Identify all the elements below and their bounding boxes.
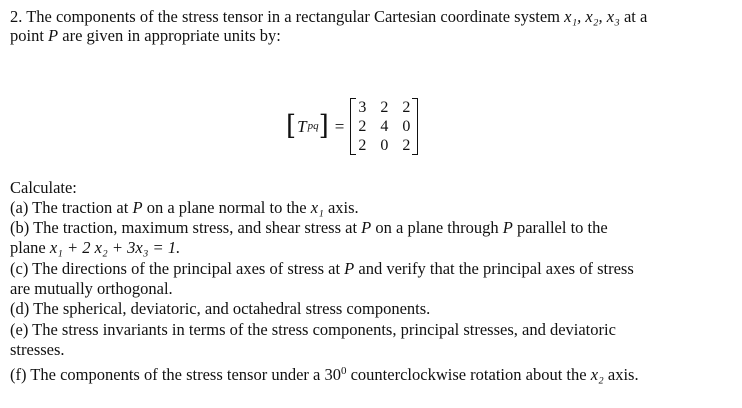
part-e-line-2: stresses. [10,340,65,359]
part-c-line-2: are mutually orthogonal. [10,279,173,298]
right-bracket: ] [318,109,329,142]
intro-text-end: at a [619,7,648,26]
part-a-text-end: axis. [323,198,359,217]
tensor-letter: T [297,116,307,136]
part-a-text: (a) The traction at [10,198,133,217]
degree-superscript: 0 [340,365,347,377]
point-variable: P [48,26,59,45]
part-c-text-end: and verify that the principal axes of stress [354,259,634,278]
matrix-cell: 3 [358,98,367,116]
part-a-text-mid: on a plane normal to the [142,198,311,217]
matrix-cell: 2 [358,117,367,135]
point-variable: P [344,259,355,278]
point-variable: P [132,198,143,217]
coordinate-variables: x₁, x₂, x₃ [564,7,620,26]
part-f-text-end: axis. [603,365,639,384]
matrix-cell: 2 [402,98,411,116]
part-b-text: plane [10,238,50,257]
part-c-text: (c) The directions of the principal axes of stress at [10,259,345,278]
part-a [10,198,359,217]
intro-text-end: are given in appropriate units by: [58,26,281,45]
problem-intro-line-2 [10,26,281,45]
axis-variable: x₁ [310,198,324,217]
plane-equation: x₁ + 2 x₂ + 3x₃ = 1. [49,238,181,257]
part-d: (d) The spherical, deviatoric, and octahedral stress components. [10,299,431,318]
part-b-text: (b) The traction, maximum stress, and shear stress at [10,218,362,237]
part-f-text: (f) The components of the stress tensor under a 30 [10,365,341,384]
stress-matrix [350,98,418,155]
equals-sign: = [334,116,345,136]
matrix-cell: 4 [380,117,389,135]
matrix-cell: 0 [380,136,389,154]
intro-text: point [10,26,49,45]
matrix-cell: 2 [358,136,367,154]
part-f-text-mid: counterclockwise rotation about the [346,365,591,384]
part-b-line-2 [10,238,180,257]
point-variable: P [502,218,513,237]
tensor-symbol: [ T pq ] [286,109,329,142]
matrix-cell: 2 [402,136,411,154]
problem-intro-line-1 [10,7,647,26]
axis-variable: x₂ [590,365,604,384]
intro-text: 2. The components of the stress tensor in a rectangular Cartesian coordinate system [10,7,565,26]
part-b-line-1 [10,218,608,237]
matrix-cell: 2 [380,98,389,116]
part-e-line-1: (e) The stress invariants in terms of the stress components, principal stresses, and deviatoric [10,320,616,339]
part-f [10,365,639,384]
matrix-cell: 0 [402,117,411,135]
stress-tensor-equation [286,94,418,158]
left-bracket: [ [286,109,297,142]
part-b-text-end: parallel to the [512,218,608,237]
part-c-line-1 [10,259,634,278]
calculate-heading: Calculate: [10,178,77,197]
part-b-text-mid: on a plane through [371,218,503,237]
point-variable: P [361,218,372,237]
